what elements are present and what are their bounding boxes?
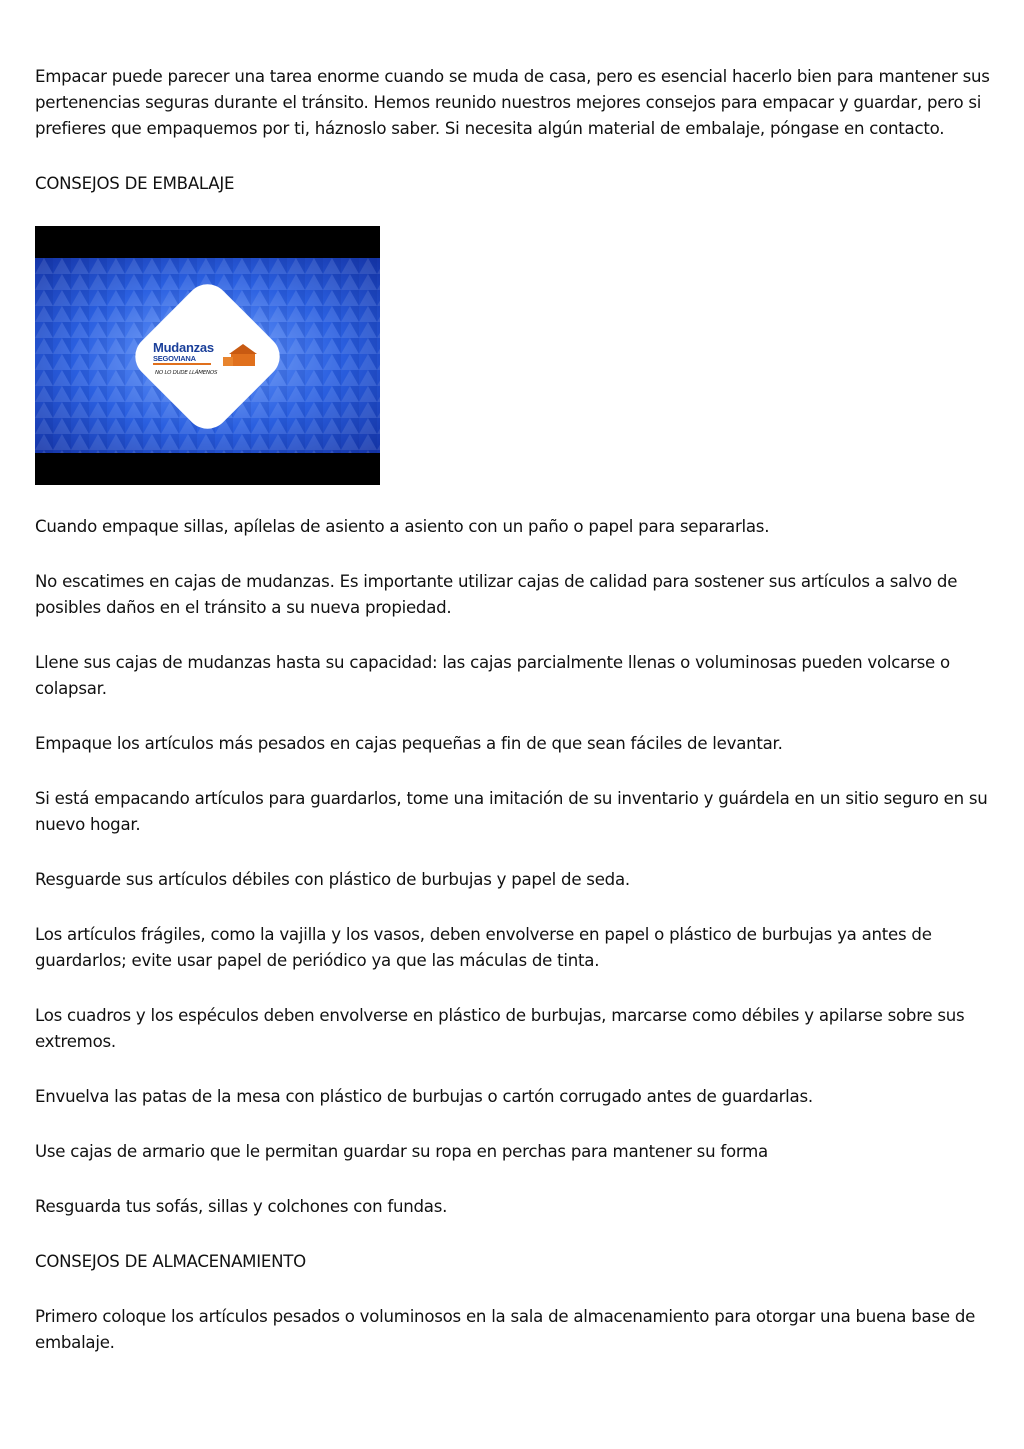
packing-tip: No escatimes en cajas de mudanzas. Es importante utilizar cajas de calidad para sostener sus artículos a salvo de posibles daños en el tránsito a su nueva propiedad. <box>35 572 958 617</box>
logo-image <box>35 226 380 485</box>
packing-tip: Use cajas de armario que le permitan guardar su ropa en perchas para mantener su forma <box>35 1142 768 1161</box>
packing-tip: Llene sus cajas de mudanzas hasta su capacidad: las cajas parcialmente llenas o voluminosas pueden volcarse o colapsar. <box>35 653 950 698</box>
storage-tip: Primero coloque los artículos pesados o voluminosos en la sala de almacenamiento para otorgar una buena base de embalaje. <box>35 1307 976 1352</box>
svg-text:SEGOVIANA: SEGOVIANA <box>153 354 196 363</box>
packing-tip: Resguarde sus artículos débiles con plástico de burbujas y papel de seda. <box>35 870 630 889</box>
packing-tip: Empaque los artículos más pesados en cajas pequeñas a fin de que sean fáciles de levantar. <box>35 734 783 753</box>
packing-tip: Los artículos frágiles, como la vajilla y los vasos, deben envolverse en papel o plástico de burbujas ya antes de guardarlos; evite usar papel de periódico ya que las máculas de tinta. <box>35 925 932 970</box>
packing-tip: Cuando empaque sillas, apílelas de asiento a asiento con un paño o papel para separarlas. <box>35 517 770 536</box>
heading-storage-tips: CONSEJOS DE ALMACENAMIENTO <box>35 1252 306 1271</box>
packing-tip: Envuelva las patas de la mesa con plástico de burbujas o cartón corrugado antes de guardarlas. <box>35 1087 813 1106</box>
packing-tip: Los cuadros y los espéculos deben envolverse en plástico de burbujas, marcarse como débiles y apilarse sobre sus extremos. <box>35 1006 965 1051</box>
packing-tip: Resguarda tus sofás, sillas y colchones con fundas. <box>35 1197 448 1216</box>
svg-text:Mudanzas: Mudanzas <box>153 340 214 355</box>
house-icon <box>231 354 255 366</box>
truck-icon <box>223 357 233 366</box>
packing-tip: Si está empacando artículos para guardarlos, tome una imitación de su inventario y guárdela en un sitio seguro en su nuevo hogar. <box>35 789 988 834</box>
company-logo-video-still <box>35 226 380 485</box>
heading-packing-tips: CONSEJOS DE EMBALAJE <box>35 174 235 193</box>
document-body <box>35 64 991 1385</box>
intro-paragraph: Empacar puede parecer una tarea enorme cuando se muda de casa, pero es esencial hacerlo bien para mantener sus pertenencias seguras durante el tránsito. Hemos reunido nuestros mejores consejos para empacar y guardar, pero si prefieres que empaquemos por ti, háznoslo saber. Si necesita algún material de embalaje, póngase en contacto. <box>35 67 990 138</box>
svg-text:NO LO DUDE LLÁMENOS: NO LO DUDE LLÁMENOS <box>155 370 218 376</box>
